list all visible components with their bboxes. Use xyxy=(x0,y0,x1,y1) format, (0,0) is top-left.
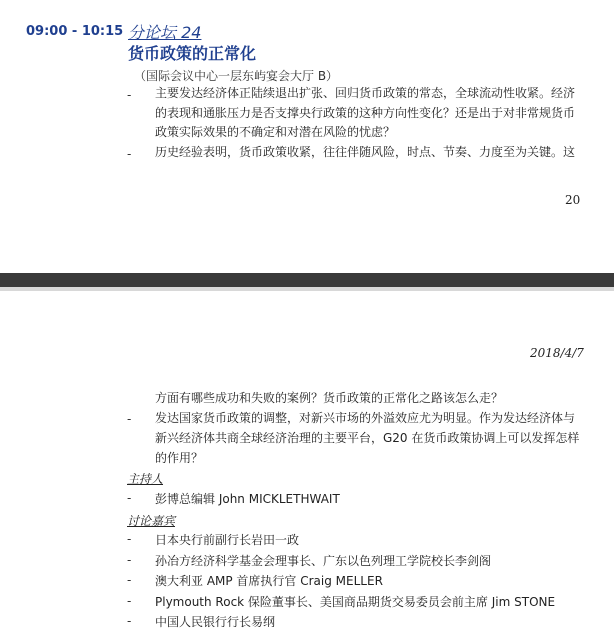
bullet-dash: - xyxy=(127,147,132,161)
bullet-dash: - xyxy=(127,573,132,587)
session-time: 09:00 - 10:15 xyxy=(26,24,124,39)
bullet-dash: - xyxy=(127,88,132,102)
page-number: 20 xyxy=(565,193,581,207)
bullet-text: 发达国家货币政策的调整，对新兴市场的外溢效应尤为明显。作为发达经济体与新兴经济体共商全球经济治理的主要平台，G20 在货币政策协调上可以发挥怎样的作用？ xyxy=(155,411,580,465)
panelists-heading: 讨论嘉宾 xyxy=(127,514,176,528)
venue: （国际会议中心一层东屿宴会大厅 B） xyxy=(134,69,339,83)
panelist-item: Plymouth Rock 保险董事长、美国商品期货交易委员会前主席 Jim STONE xyxy=(155,595,556,609)
panelist-item: 澳大利亚 AMP 首席执行官 Craig MELLER xyxy=(155,574,383,588)
panelist-item: 日本央行前副行长岩田一政 xyxy=(155,533,300,547)
page-separator-shadow xyxy=(0,287,614,291)
bullet-text: 历史经验表明，货币政策收紧，往往伴随风险，时点、节奏、力度至为关键。这 xyxy=(155,145,576,159)
continuation-text: 方面有哪些成功和失败的案例？货币政策的正常化之路该怎么走？ xyxy=(155,391,504,405)
bullet-dash: - xyxy=(127,491,132,505)
moderator-item: 彭博总编辑 John MICKLETHWAIT xyxy=(155,492,340,506)
bullet-dash: - xyxy=(127,412,132,426)
session-title: 货币政策的正常化 xyxy=(128,44,257,63)
bullet-dash: - xyxy=(127,614,132,628)
panelist-item: 孙冶方经济科学基金会理事长、广东以色列理工学院校长李剑阁 xyxy=(155,554,492,568)
moderator-heading: 主持人 xyxy=(127,472,164,486)
bullet-text: 主要发达经济体正陆续退出扩张、回归货币政策的常态，全球流动性收紧。经济的表现和通胀压力是否支撑央行政策的这种方向性变化？还是出于对非常规货币政策实际效果的不确定和对潜在风险的忧虑？ xyxy=(155,86,576,139)
bullet-dash: - xyxy=(127,553,132,567)
bullet-dash: - xyxy=(127,594,132,608)
session-label: 分论坛 24 xyxy=(128,23,202,42)
page-date: 2018/4/7 xyxy=(530,346,584,360)
bullet-dash: - xyxy=(127,532,132,546)
page-separator xyxy=(0,273,614,287)
panelist-item: 中国人民银行行长易纲 xyxy=(155,615,276,629)
